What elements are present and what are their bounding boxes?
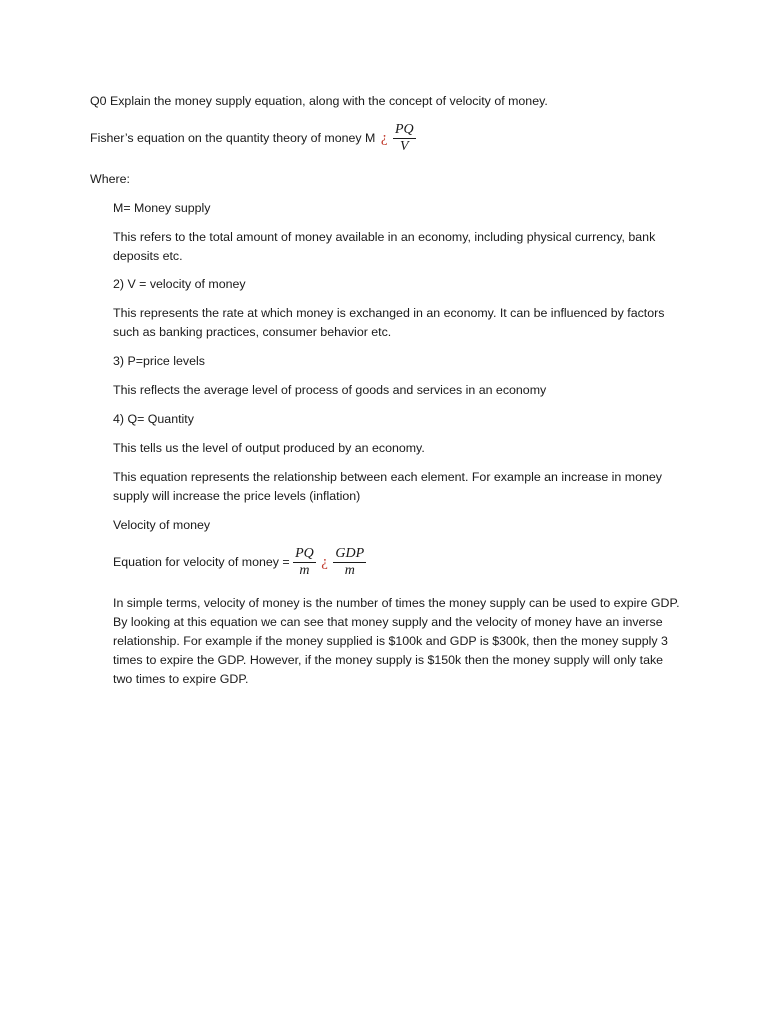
fisher-fraction	[393, 122, 416, 155]
definition-m: M= Money supply	[113, 201, 211, 215]
velocity-fraction-gdp-numerator: GDP	[335, 546, 365, 561]
velocity-fraction-gdp	[333, 546, 366, 579]
velocity-fraction-gdp-denominator: m	[344, 563, 355, 578]
velocity-fraction-pq	[293, 546, 316, 579]
velocity-equation-text: Equation for velocity of money =	[113, 554, 290, 569]
definition-p-description: This reflects the average level of process of goods and services in an economy	[113, 383, 547, 397]
definition-p: 3) P=price levels	[113, 354, 205, 368]
definition-q: 4) Q= Quantity	[113, 412, 194, 426]
equation-symbol: ¿	[380, 130, 388, 146]
definition-v-description: This represents the rate at which money is exchanged in an economy. It can be influenced by factors such as banking practices, consumer behavior etc.	[113, 306, 665, 339]
definition-v: 2) V = velocity of money	[113, 277, 246, 291]
velocity-fraction-pq-denominator: m	[299, 563, 310, 578]
fisher-equation-text: Fisher’s equation on the quantity theory of money M	[90, 130, 376, 145]
conclusion-paragraph: In simple terms, velocity of money is the number of times the money supply can be used to expire GDP. By looking at this equation we can see that money supply and the velocity of money have an inverse relationship. For example if the money supplied is $100k and GDP is $300k, then the money supply 3 times to expire the GDP. However, if the money supply is $150k then the money supply will only take two times to expire GDP.	[113, 596, 680, 686]
where-label: Where:	[90, 172, 130, 186]
fisher-denominator: V	[400, 139, 409, 154]
velocity-equation-line	[113, 546, 366, 579]
question-heading: Q0 Explain the money supply equation, along with the concept of velocity of money.	[90, 94, 548, 108]
fisher-equation-line	[90, 122, 416, 155]
definition-q-description: This tells us the level of output produced by an economy.	[113, 441, 425, 455]
definition-m-description: This refers to the total amount of money available in an economy, including physical currency, bank deposits etc.	[113, 230, 656, 263]
velocity-fraction-pq-numerator: PQ	[295, 546, 314, 561]
equation-symbol: ¿	[321, 554, 328, 570]
relationship-paragraph: This equation represents the relationship between each element. For example an increase in money supply will increase the price levels (inflation)	[113, 470, 662, 503]
fisher-numerator: PQ	[394, 122, 414, 137]
velocity-heading: Velocity of money	[113, 518, 211, 532]
